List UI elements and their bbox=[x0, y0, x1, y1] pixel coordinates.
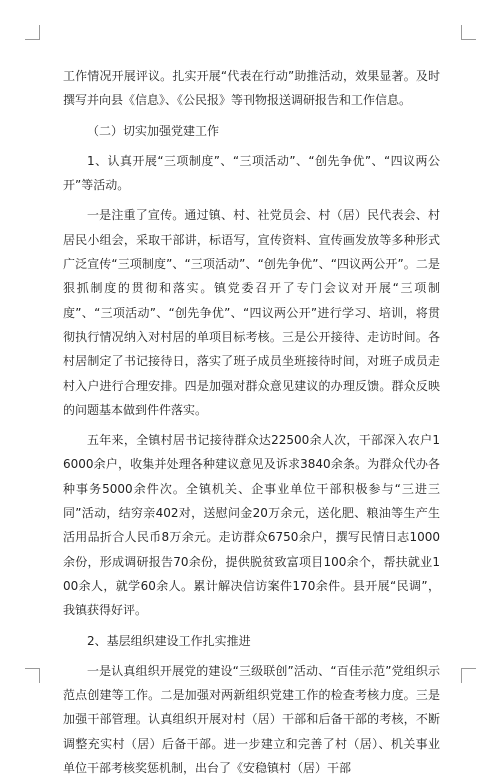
paragraph-grassroots-details: 一是认真组织开展党的建设“三级联创”活动、“百佳示范”党组织示范点创建等工作。二是加强对两新组织党建工作的检查考核力度。三是加强干部管理。认真组织开展对村（居）干部和后备干部的考核，不断调整充实村（居）后备干部。进一步建立和完善了村（居）、机关事业单位干部考核奖惩机制，出台了《安稳镇村（居）干部 bbox=[63, 663, 440, 776]
section-heading-party-building: （二）切实加强党建工作 bbox=[87, 123, 220, 138]
crop-mark-bottom-right bbox=[461, 668, 476, 683]
subheading-grassroots: 2、基层组织建设工作扎实推进 bbox=[87, 633, 251, 648]
crop-mark-top-left bbox=[25, 25, 40, 40]
paragraph-measures: 一是注重了宣传。通过镇、村、社党员会、村（居）民代表会、村居民小组会，采取干部讲，标语写，宣传资料、宣传画发放等多种形式广泛宣传“三项制度”、“三项活动”、“创先争优”、“四议两公开”。二是狠抓制度的贯彻和落实。镇党委召开了专门会议对开展“三项制度”、“三项活动”、“创先争优”、“四议两公开”进行学习、培训，将贯彻执行情况纳入对村居的单项目标考核。三是公开接待、走访时间。各村居制定了书记接待日，落实了班子成员坐班接待时间，对班子成员走村入户进行合理安排。四是加强对群众意见建议的办理反馈。群众反映的问题基本做到件件落实。 bbox=[63, 208, 440, 417]
document-body bbox=[63, 64, 440, 780]
crop-mark-bottom-left bbox=[25, 668, 40, 683]
crop-mark-top-right bbox=[461, 25, 476, 40]
paragraph-five-year-results: 五年来，全镇村居书记接待群众达22500余人次，干部深入农户16000余户，收集并处理各种建议意见及诉求3840余条。为群众代办各种事务5000余件次。全镇机关、企事业单位干部积极参与“三进三同”活动，结穷亲402对，送慰问金20万余元，送化肥、粮油等生产生活用品折合人民币8万余元。走访群众6750余户，撰写民情日志1000余份，形成调研报告70余份，提供脱贫致富项目100余个，帮扶就业100余人，就学60余人。累计解决信访案件170余件。县开展“民调”，我镇获得好评。 bbox=[63, 433, 440, 618]
subheading-activities: 1、认真开展“三项制度”、“三项活动”、“创先争优”、“四议两公开”等活动。 bbox=[63, 153, 440, 193]
paragraph-continuation: 工作情况开展评议。扎实开展“代表在行动”助推活动，效果显著。及时撰写并向县《信息》、《公民报》等刊物报送调研报告和工作信息。 bbox=[63, 69, 440, 108]
